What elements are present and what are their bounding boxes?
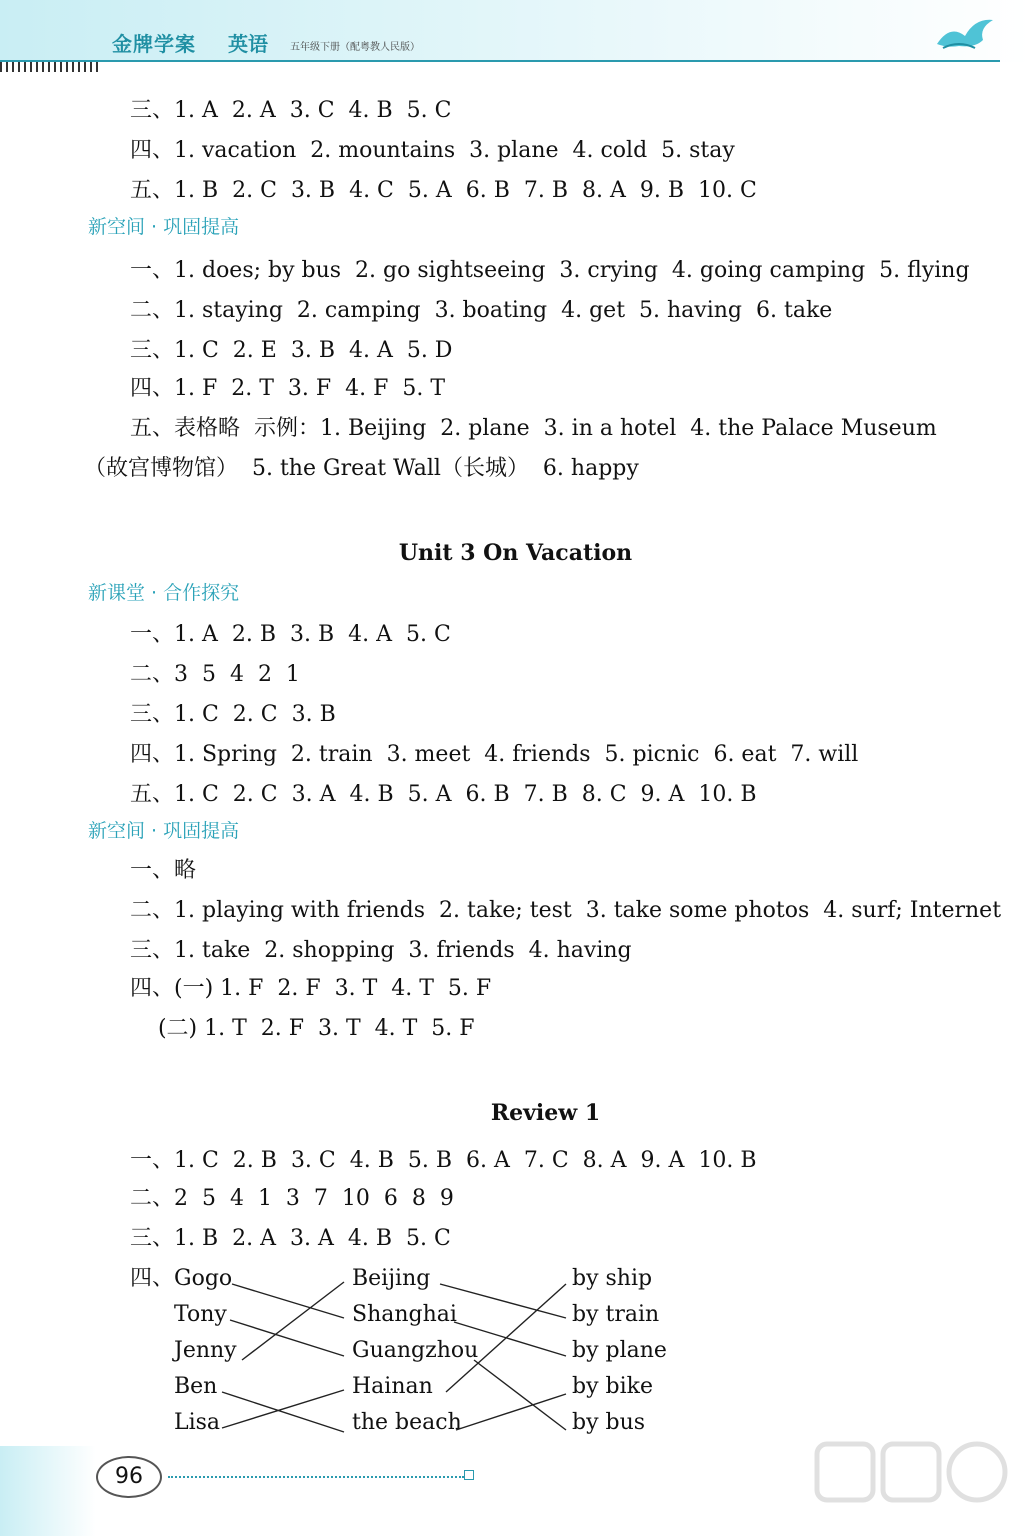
answer-line: 二、3 5 4 2 1 xyxy=(130,662,300,687)
match-transport: by bus xyxy=(572,1410,646,1435)
answer-line: 一、1. does; by bus 2. go sightseeing 3. crying 4. going camping 5. flying xyxy=(130,258,970,283)
grade-edition: 五年级下册（配粤教人民版） xyxy=(290,42,420,53)
unit-title: Unit 3 On Vacation xyxy=(398,540,633,566)
answer-line: 三、1. B 2. A 3. A 4. B 5. C xyxy=(130,1226,451,1251)
match-line xyxy=(222,1390,344,1428)
answer-line: 四、1. vacation 2. mountains 3. plane 4. cold 5. stay xyxy=(130,138,735,163)
watermark-icon xyxy=(813,1438,1013,1518)
answer-line: 三、1. C 2. E 3. B 4. A 5. D xyxy=(130,338,453,363)
answer-line: (二) 1. T 2. F 3. T 4. T 5. F xyxy=(130,1016,475,1041)
match-line xyxy=(456,1394,566,1430)
page-number: 96 xyxy=(96,1456,162,1498)
matching-label: 四、 xyxy=(130,1266,175,1291)
answer-line: 三、1. C 2. C 3. B xyxy=(130,702,336,727)
answer-line: 四、1. Spring 2. train 3. meet 4. friends 5. picnic 6. eat 7. will xyxy=(130,742,859,767)
answer-line: 一、略 xyxy=(130,858,197,883)
answer-line: 二、2 5 4 1 3 7 10 6 8 9 xyxy=(130,1186,454,1211)
match-place: Guangzhou xyxy=(352,1338,479,1363)
answer-line: 二、1. staying 2. camping 3. boating 4. get 5. having 6. take xyxy=(130,298,833,323)
match-transport: by plane xyxy=(572,1338,667,1363)
answer-line: 五、1. C 2. C 3. A 4. B 5. A 6. B 7. B 8. C 9. A 10. B xyxy=(130,782,757,807)
match-line xyxy=(232,1284,344,1318)
match-place: Beijing xyxy=(352,1266,431,1291)
answer-line-wrap: （故宫博物馆） 5. the Great Wall（长城） 6. happy xyxy=(84,456,639,481)
answer-line: 一、1. C 2. B 3. C 4. B 5. B 6. A 7. C 8. A 9. A 10. B xyxy=(130,1148,757,1173)
match-name: Ben xyxy=(174,1374,218,1399)
match-transport: by train xyxy=(572,1302,660,1327)
section-heading: 新空间 · 巩固提高 xyxy=(88,216,240,238)
match-name: Lisa xyxy=(174,1410,221,1435)
match-line xyxy=(454,1322,566,1356)
answer-line: 二、1. playing with friends 2. take; test 3. take some photos 4. surf; Internet xyxy=(130,898,1002,923)
match-name: Gogo xyxy=(174,1266,233,1291)
footer-square-icon xyxy=(464,1470,474,1480)
section-heading: 新空间 · 巩固提高 xyxy=(88,820,240,842)
answer-line: 五、表格略 示例：1. Beijing 2. plane 3. in a hotel 4. the Palace Museum xyxy=(130,416,937,441)
match-place: Hainan xyxy=(352,1374,433,1399)
review-title: Review 1 xyxy=(490,1100,601,1126)
footer-band xyxy=(0,1446,96,1536)
match-line xyxy=(446,1284,566,1392)
answer-line: 一、1. A 2. B 3. B 4. A 5. C xyxy=(130,622,451,647)
match-line xyxy=(222,1392,344,1432)
match-line xyxy=(242,1282,344,1360)
match-transport: by ship xyxy=(572,1266,653,1291)
answer-line: 三、1. A 2. A 3. C 4. B 5. C xyxy=(130,98,452,123)
answer-line: 三、1. take 2. shopping 3. friends 4. having xyxy=(130,938,632,963)
section-heading: 新课堂 · 合作探究 xyxy=(88,582,240,604)
match-name: Tony xyxy=(174,1302,227,1327)
footer-dotted-rule xyxy=(168,1476,464,1478)
answer-line: 五、1. B 2. C 3. B 4. C 5. A 6. B 7. B 8. A 9. B 10. C xyxy=(130,178,757,203)
answer-line: 四、(一) 1. F 2. F 3. T 4. T 5. F xyxy=(130,976,492,1001)
answer-line: 四、1. F 2. T 3. F 4. F 5. T xyxy=(130,376,446,401)
book-title: 金牌学案 xyxy=(112,32,196,56)
match-place: the beach xyxy=(352,1410,462,1435)
match-name: Jenny xyxy=(174,1338,237,1363)
match-transport: by bike xyxy=(572,1374,653,1399)
subject-label: 英语 xyxy=(228,32,268,56)
match-place: Shanghai xyxy=(352,1302,457,1327)
